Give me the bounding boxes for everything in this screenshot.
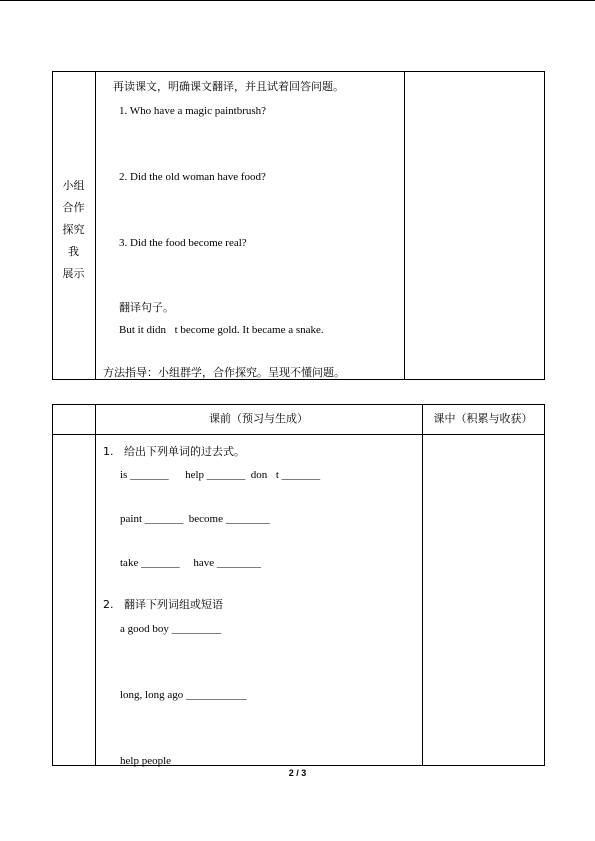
task-1-title: 1. 给出下列单词的过去式。 — [103, 445, 245, 458]
header-preview: 课前（预习与生成） — [209, 412, 308, 425]
past-tense-row-3: take _______ have ________ — [120, 557, 261, 569]
translate-heading: 翻译句子。 — [119, 301, 174, 314]
question-3: 3. Did the food become real? — [119, 237, 247, 249]
intro-instruction: 再读课文，明确课文翻译，并且试着回答问题。 — [113, 80, 344, 93]
section-side-label: 小组 合作 探究 我 展示 — [62, 179, 85, 280]
translate-sentence: But it didn t become gold. It became a snake. — [119, 324, 324, 336]
task-2-title: 2. 翻译下列词组或短语 — [103, 598, 223, 611]
question-2: 2. Did the old woman have food? — [119, 171, 266, 183]
page-number: 2 / 3 — [288, 768, 307, 778]
phrase-2: long, long ago ___________ — [120, 689, 247, 701]
question-1: 1. Who have a magic paintbrush? — [119, 105, 267, 117]
page-top-border — [0, 0, 595, 1]
phrase-3: help people ___________ — [120, 755, 235, 767]
past-tense-row-2: paint _______ become ________ — [120, 513, 270, 525]
header-in-class: 课中（积累与收获） — [433, 412, 533, 425]
method-guidance: 方法指导：小组群学，合作探究。呈现不懂问题。 — [103, 366, 345, 379]
past-tense-row-1: is _______ help _______ don t _______ — [120, 469, 321, 481]
phrase-1: a good boy _________ — [120, 623, 222, 635]
